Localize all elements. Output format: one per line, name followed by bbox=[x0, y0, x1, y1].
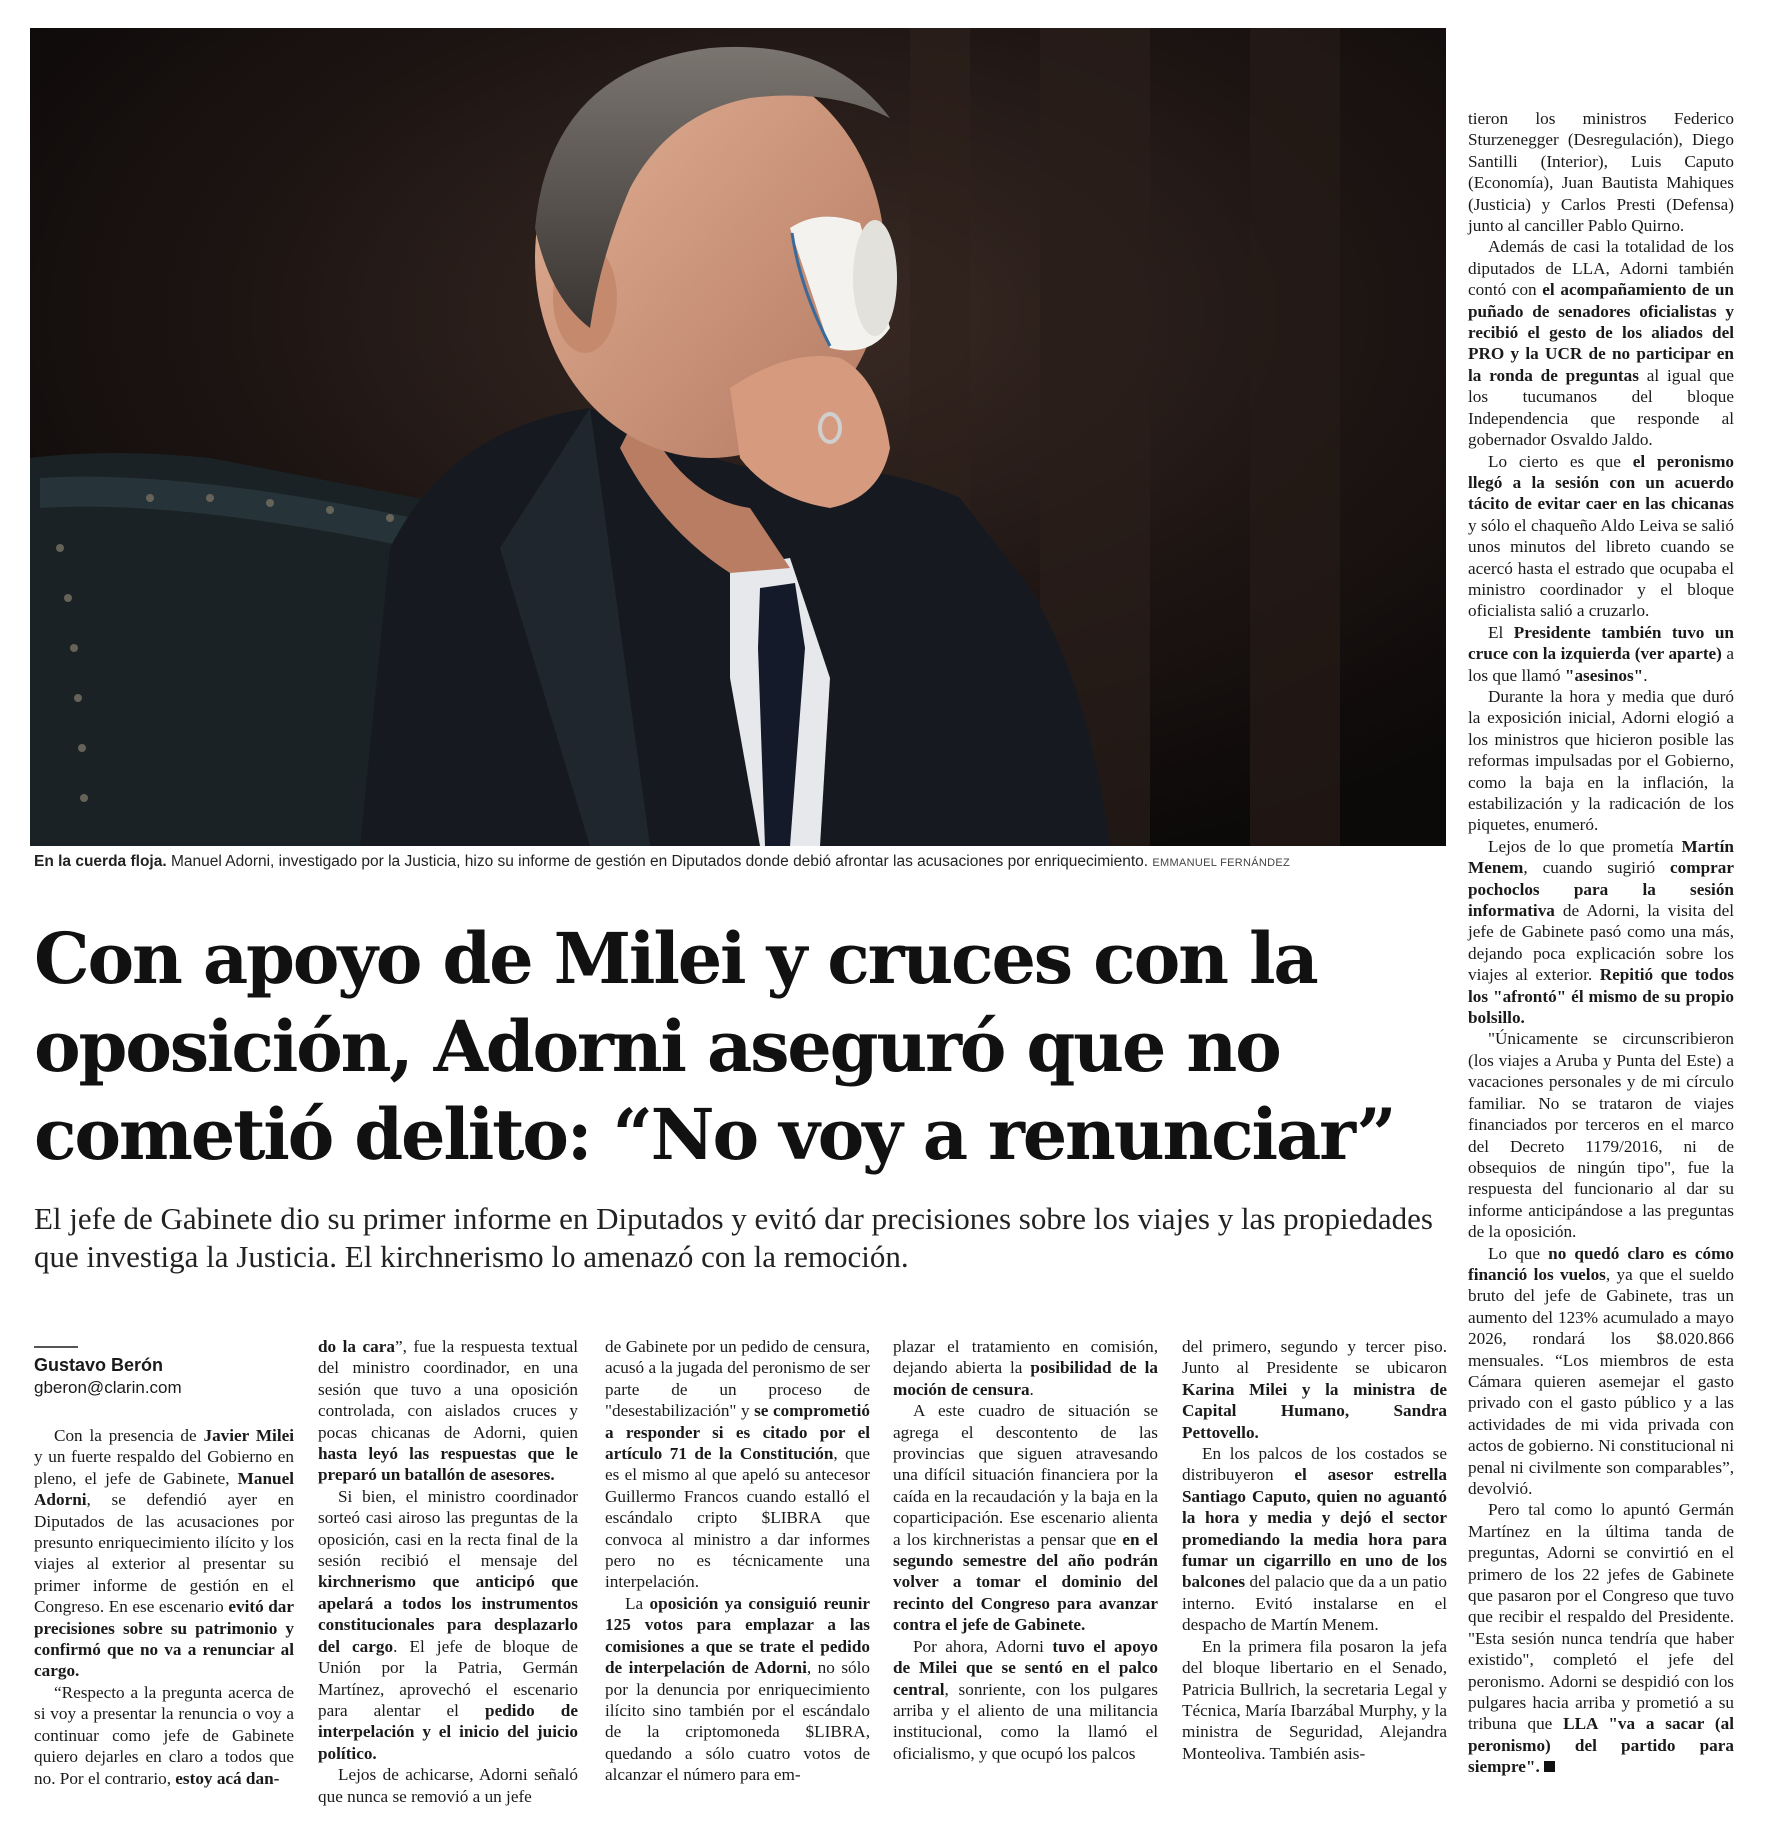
deck: El jefe de Gabinete dio su primer informe en Diputados y evitó dar precisiones sobre los viajes y las propiedades que investiga la Justicia. El kirchnerismo lo amenazó con la remoción. bbox=[34, 1201, 1433, 1274]
body-column-6 bbox=[1468, 108, 1734, 1778]
paragraph: “Respecto a la pregunta acerca de si voy a presentar la renuncia o voy a continuar como jefe de Gabinete quiero dejarles en claro a todos que no. Por el contrario, estoy acá dan- bbox=[34, 1682, 294, 1788]
paragraph: de Gabinete por un pedido de censura, acusó a la jugada del peronismo de ser parte de un proceso de "desestabilización" y se comprometió a responder si es citado por el artículo 71 de la Constitución, que es el mismo al que apeló su antecesor Guillermo Francos cuando estalló el escándalo cripto $LIBRA que convoca al ministro a dar informes pero no es técnicamente una interpelación. bbox=[605, 1337, 870, 1592]
paragraph: Además de casi la totalidad de los diputados de LLA, Adorni también contó con el acompañamiento de un puñado de senadores oficialistas y recibió el gesto de los aliados del PRO y la UCR de no participar en la ronda de preguntas al igual que los tucumanos del bloque Independencia que responde al gobernador Osvaldo Jaldo. bbox=[1468, 237, 1734, 450]
paragraph: Pero tal como lo apuntó Germán Martínez en la última tanda de preguntas, Adorni se convirtió en el primero de los 22 jefes de Gabinete que pasaron por el Congreso que tuvo que recibir el respaldo del Presidente. "Esta sesión nunca tendría que haber existido", completó el jefe del peronismo. Adorni se despidió con los pulgares hacia arriba y prometió a su tribuna que LLA "va a sacar (al peronismo) del partido para siempre". bbox=[1468, 1500, 1734, 1777]
paragraph: En los palcos de los costados se distribuyeron el asesor estrella Santiago Caputo, quien no aguantó la hora y media y dejó el sector promediando la media hora para fumar un cigarrillo en uno de los balcones del palacio que da a un patio interno. Evitó instalarse en el despacho de Martín Menem. bbox=[1182, 1444, 1447, 1635]
body-column-5 bbox=[1182, 1336, 1447, 1764]
paragraph: Por ahora, Adorni tuvo el apoyo de Milei que se sentó en el palco central, sonriente, con los pulgares arriba y el aliento de una militancia institucional, como la llamó el oficialismo, y que ocupó los palcos bbox=[893, 1636, 1158, 1763]
paragraph: Con la presencia de Javier Milei y un fuerte respaldo del Gobierno en pleno, el jefe de Gabinete, Manuel Adorni, se defendió ayer en Diputados de las acusaciones por presunto enriquecimiento ilícito y los viajes al exterior al presentar su primer informe de gestión en el Congreso. En ese escenario evitó dar precisiones sobre su patrimonio y confirmó que no va a renunciar al cargo. bbox=[34, 1426, 294, 1681]
photo-caption bbox=[34, 853, 1454, 871]
caption-lead: En la cuerda floja. bbox=[34, 853, 167, 870]
paragraph: A este cuadro de situación se agrega el descontento de las provincias que siguen atravesando una difícil situación financiera por la caída en la recaudación y la baja en la coparticipación. Ese escenario alienta a los kirchneristas a pensar que en el segundo semestre del año podrán volver a tomar el dominio del recinto del Congreso para avanzar contra el jefe de Gabinete. bbox=[893, 1401, 1159, 1635]
end-mark-icon bbox=[1544, 1761, 1555, 1772]
paragraph: Si bien, el ministro coordinador sorteó casi airoso las preguntas de la oposición, casi en la recta final de la sesión recibió el mensaje del kirchnerismo que anticipó que apelará a todos los instrumentos constitucionales para desplazarlo del cargo. El jefe de bloque de Unión por la Patria, Germán Martínez, aprovechó el escenario para alentar el pedido de interpelación y el inicio del juicio político. bbox=[318, 1486, 578, 1763]
body-column-2 bbox=[318, 1336, 578, 1807]
paragraph: tieron los ministros Federico Sturzenegger (Desregulación), Diego Santilli (Interior), Luis Caputo (Economía), Juan Bautista Mahiques (Justicia) y Carlos Presti (Defensa) junto al canciller Pablo Quirno. bbox=[1468, 109, 1734, 236]
paragraph: Durante la hora y media que duró la exposición inicial, Adorni elogió a los ministros que hicieron posible las reformas impulsadas por el Gobierno, como la baja en la inflación, la estabilización y la radicación de los piquetes, enumeró. bbox=[1468, 686, 1734, 835]
body-column-1 bbox=[34, 1425, 294, 1789]
paragraph: El Presidente también tuvo un cruce con la izquierda (ver aparte) a los que llamó "asesinos". bbox=[1468, 622, 1734, 685]
article-photo bbox=[30, 28, 1446, 846]
byline-email[interactable]: gberon@clarin.com bbox=[34, 1378, 182, 1397]
paragraph: del primero, segundo y tercer piso. Junto al Presidente se ubicaron Karina Milei y la ministra de Capital Humano, Sandra Pettovello. bbox=[1182, 1337, 1447, 1442]
byline-rule bbox=[34, 1346, 78, 1348]
paragraph: En la primera fila posaron la jefa del bloque libertario en el Senado, Patricia Bullrich, la secretaria Legal y Técnica, María Ibarzábal Murphy, y la ministra de Seguridad, Alejandra Monteoliva. También asis- bbox=[1182, 1636, 1447, 1763]
caption-text: Manuel Adorni, investigado por la Justicia, hizo su informe de gestión en Diputados donde debió afrontar las acusaciones por enriquecimiento. bbox=[166, 853, 1149, 870]
photo-illustration bbox=[30, 28, 1446, 846]
byline-name: Gustavo Berón bbox=[34, 1355, 164, 1375]
photo-credit: EMMANUEL FERNÁNDEZ bbox=[1152, 857, 1290, 869]
paragraph: Lo cierto es que el peronismo llegó a la sesión con un acuerdo tácito de evitar caer en las chicanas y sólo el chaqueño Aldo Leiva se salió unos minutos del libreto cuando se acercó hasta el estrado que ocupaba el ministro coordinador y el bloque oficialista salió a cruzarlo. bbox=[1468, 451, 1734, 621]
paragraph: Lejos de lo que prometía Martín Menem, cuando sugirió comprar pochoclos para la sesión informativa de Adorni, la visita del jefe de Gabinete pasó como una más, dejando poca explicación sobre los viajes al exterior. Repitió que todos los "afrontó" él mismo de su propio bolsillo. bbox=[1468, 836, 1734, 1028]
body-column-3 bbox=[605, 1336, 870, 1786]
body-column-4 bbox=[893, 1336, 1158, 1764]
paragraph: Lejos de achicarse, Adorni señaló que nunca se removió a un jefe bbox=[318, 1765, 578, 1806]
paragraph: Lo que no quedó claro es cómo financió los vuelos, ya que el sueldo bruto del jefe de Gabinete, tras un aumento del 123% acumulado a mayo 2026, rondará los $8.020.866 mensuales. “Los miembros de esta Cámara quieren asemejar el gasto privado con el gasto público y a las actividades de mi vida privada con actos de gobierno. Ni constitucional ni penal ni civilmente son comparables”, devolvió. bbox=[1468, 1243, 1734, 1498]
paragraph: La oposición ya consiguió reunir 125 votos para emplazar a las comisiones a que se trate el pedido de interpelación de Adorni, no sólo por la denuncia por enriquecimiento ilícito sino también por el escándalo de la criptomoneda $LIBRA, quedando a sólo cuatro votos de alcanzar el número para em- bbox=[605, 1593, 870, 1785]
paragraph: "Únicamente se circunscribieron (los viajes a Aruba y Punta del Este) a vacaciones personales y de mi círculo familiar. No se trataron de viajes financiados por terceros en el marco del Decreto 1179/2016, ni de obsequios de ningún tipo", fue la respuesta del funcionario al dar su informe anticipándose a las preguntas de la oposición. bbox=[1468, 1029, 1734, 1242]
headline: Con apoyo de Milei y cruces con la oposición, Adorni aseguró que no cometió delito: “No voy a renunciar” bbox=[34, 917, 1395, 1176]
paragraph: do la cara”, fue la respuesta textual del ministro coordinador, en una sesión que tuvo a una oposición controlada, con aislados cruces y pocas chicanas de Adorni, quien hasta leyó las respuestas que le preparó un batallón de asesores. bbox=[318, 1337, 579, 1485]
paragraph: plazar el tratamiento en comisión, dejando abierta la posibilidad de la moción de censura. bbox=[893, 1337, 1158, 1399]
